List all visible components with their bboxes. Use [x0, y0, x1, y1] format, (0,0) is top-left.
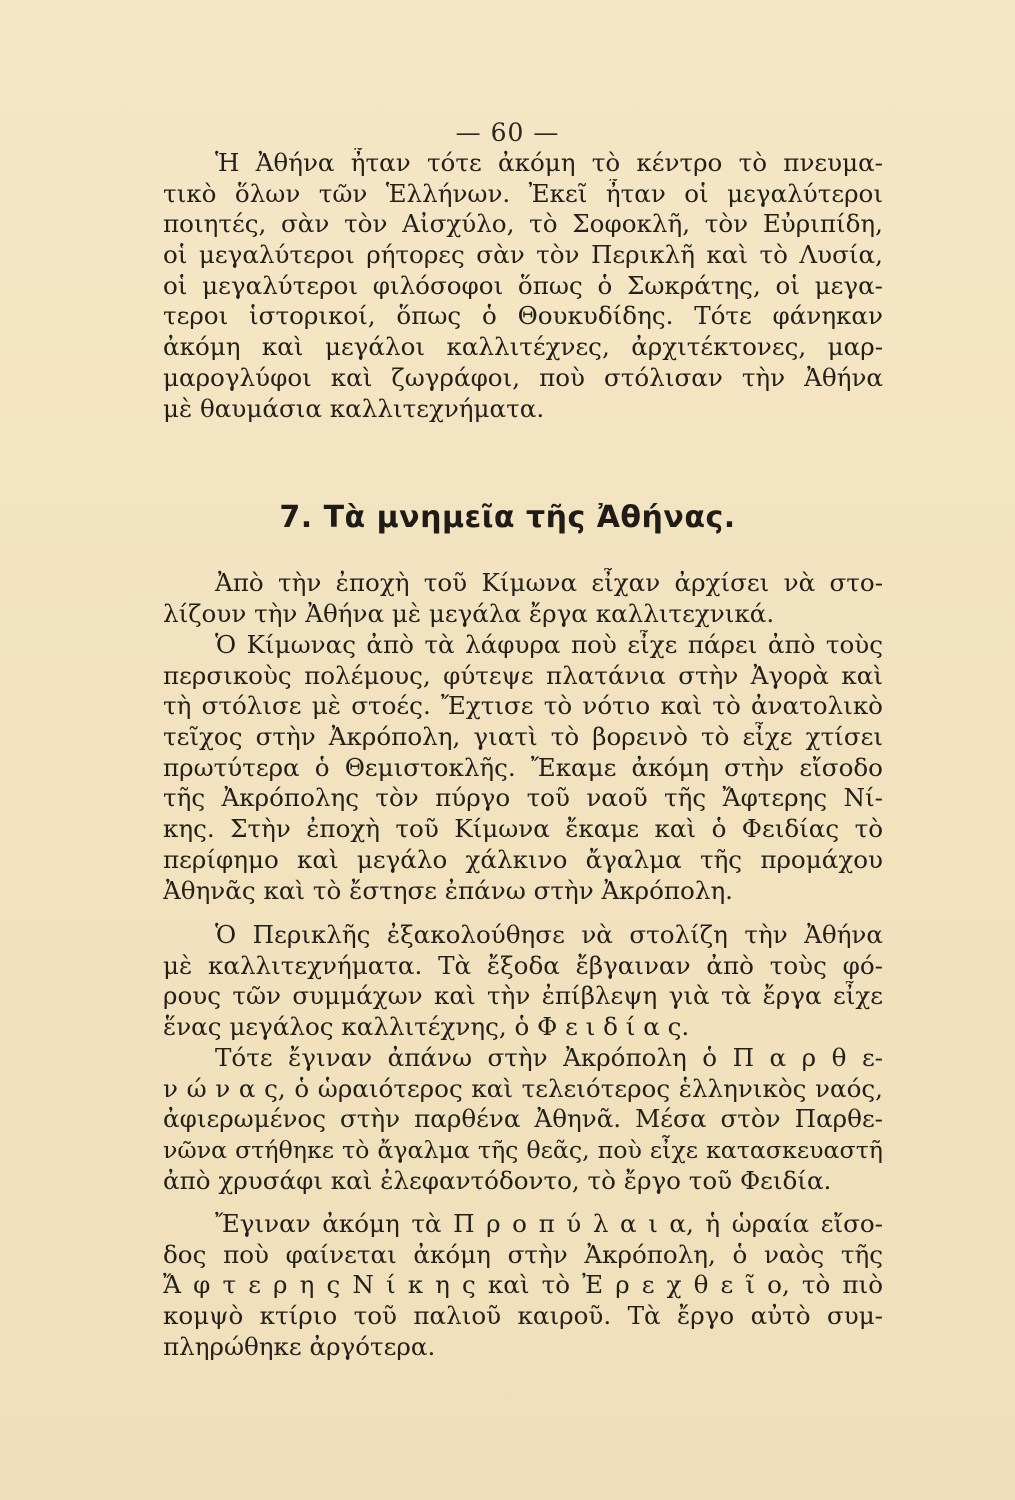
paragraph-5 [163, 1043, 883, 1196]
text-line: οἱ μεγαλύτεροι ρήτορες σὰν τὸν Περικλῆ καὶ τὸ Λυσία, [163, 240, 883, 270]
text-line: τεῖχος στὴν Ἀκρόπολη, γιατὶ τὸ βορεινὸ τὸ εἶχε χτίσει [163, 722, 883, 752]
section-heading [0, 500, 1015, 535]
text-line: τικὸ ὅλων τῶν Ἑλλήνων. Ἐκεῖ ἦταν οἱ μεγαλύτεροι [163, 178, 883, 208]
section-heading-text: 7. Τὰ μνημεῖα τῆς Ἀθήνας. [279, 500, 736, 535]
text-line: τῆς Ἀκρόπολης τὸν πύργο τοῦ ναοῦ τῆς Ἄφτερης Νί- [163, 783, 883, 813]
text-line: κης. Στὴν ἐποχὴ τοῦ Κίμωνα ἔκαμε καὶ ὁ Φειδίας τὸ [163, 814, 883, 844]
text-line: ποιητές, σὰν τὸν Αἰσχύλο, τὸ Σοφοκλῆ, τὸν Εὐριπίδη, [163, 209, 883, 239]
paragraph-6 [163, 1209, 883, 1362]
text-line: πληρώθηκε ἀργότερα. [163, 1331, 436, 1361]
text-line: πρωτύτερα ὁ Θεμιστοκλῆς. Ἔκαμε ἀκόμη στὴν εἴσοδο [163, 752, 883, 782]
paragraph-3 [163, 630, 883, 906]
text-line: Ἄ φ τ ε ρ η ς Ν ί κ η ς καὶ τὸ Ἐ ρ ε χ θ ε ῖ ο, τὸ πιὸ [163, 1270, 883, 1300]
text-line: μὲ θαυμάσια καλλιτεχνήματα. [163, 393, 545, 423]
text-line: ἀκόμη καὶ μεγάλοι καλλιτέχνες, ἀρχιτέκτονες, μαρ- [163, 332, 883, 362]
text-line: ἀπὸ χρυσάφι καὶ ἐλεφαντόδοντο, τὸ ἔργο τοῦ Φειδία. [163, 1165, 832, 1195]
text-line: Ὁ Κίμωνας ἀπὸ τὰ λάφυρα ποὺ εἶχε πάρει ἀπὸ τοὺς [215, 630, 883, 659]
text-line: ἕνας μεγάλος καλλιτέχνης, ὁ Φ ε ι δ ί α ς. [163, 1012, 690, 1042]
text-line: Ἔγιναν ἀκόμη τὰ Π ρ ο π ύ λ α ι α, ἡ ὡραία εἴσο- [215, 1209, 883, 1238]
text-line: τὴ στόλισε μὲ στοές. Ἔχτισε τὸ νότιο καὶ τὸ ἀνατολικὸ [163, 691, 883, 721]
text-line: δος ποὺ φαίνεται ἀκόμη στὴν Ἀκρόπολη, ὁ ναὸς τῆς [163, 1239, 883, 1269]
text-line: Ἀθηνᾶς καὶ τὸ ἔστησε ἐπάνω στὴν Ἀκρόπολη. [163, 875, 733, 905]
text-line: περσικοὺς πολέμους, φύτεψε πλατάνια στὴν Ἀγορὰ καὶ [163, 660, 883, 690]
text-line: Τότε ἔγιναν ἀπάνω στὴν Ἀκρόπολη ὁ Π α ρ θ ε- [215, 1043, 883, 1072]
text-line: ἀφιερωμένος στὴν παρθένα Ἀθηνᾶ. Μέσα στὸν Παρθε- [163, 1104, 883, 1134]
text-line: νῶνα στήθηκε τὸ ἄγαλμα τῆς θεᾶς, ποὺ εἶχε κατασκευαστῆ [163, 1136, 883, 1165]
text-line: Ἡ Ἀθήνα ἦταν τότε ἀκόμη τὸ κέντρο τὸ πνευμα- [215, 148, 883, 177]
text-line: Ὁ Περικλῆς ἐξακολούθησε νὰ στολίζη τὴν Ἀθήνα [215, 920, 883, 949]
paragraph-2 [163, 568, 883, 629]
text-line: τεροι ἱστορικοί, ὅπως ὁ Θουκυδίδης. Τότε φάνηκαν [163, 301, 883, 331]
paragraph-4 [163, 920, 883, 1043]
text-line: κομψὸ κτίριο τοῦ παλιοῦ καιροῦ. Τὰ ἔργο αὐτὸ συμ- [163, 1301, 883, 1331]
paragraph-1 [163, 148, 883, 424]
page-number: — 60 — [455, 118, 560, 147]
text-line: Ἀπὸ τὴν ἐποχὴ τοῦ Κίμωνα εἶχαν ἀρχίσει νὰ στο- [215, 568, 883, 597]
text-line: μαρογλύφοι καὶ ζωγράφοι, ποὺ στόλισαν τὴν Ἀθήνα [163, 362, 883, 392]
text-line: οἱ μεγαλύτεροι φιλόσοφοι ὅπως ὁ Σωκράτης, οἱ μεγα- [163, 270, 883, 300]
text-line: ρους τῶν συμμάχων καὶ τὴν ἐπίβλεψη γιὰ τὰ ἔργα εἶχε [163, 981, 883, 1011]
text-line: λίζουν τὴν Ἀθήνα μὲ μεγάλα ἔργα καλλιτεχνικά. [163, 598, 775, 628]
text-line: περίφημο καὶ μεγάλο χάλκινο ἄγαλμα τῆς προμάχου [163, 844, 883, 874]
text-line: ν ώ ν α ς, ὁ ὡραιότερος καὶ τελειότερος ἑλληνικὸς ναός, [163, 1073, 883, 1103]
text-line: μὲ καλλιτεχνήματα. Τὰ ἔξοδα ἔβγαιναν ἀπὸ τοὺς φό- [163, 950, 883, 980]
